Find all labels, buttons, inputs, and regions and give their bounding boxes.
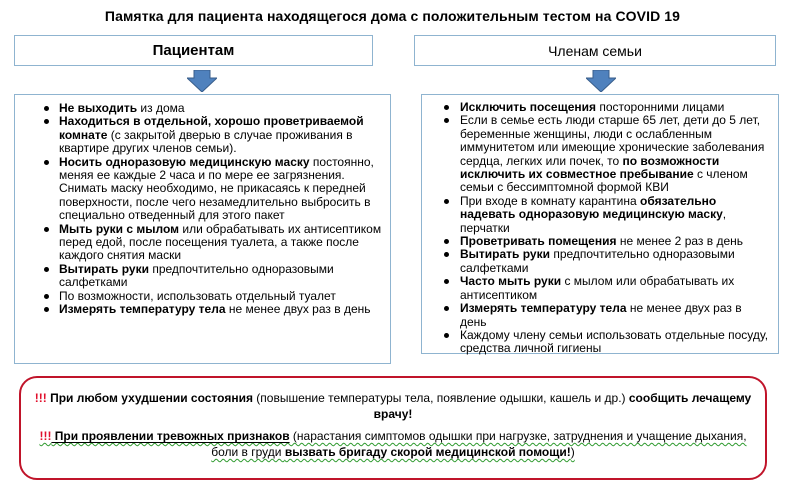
list-item	[430, 248, 770, 275]
item-text: Каждому члену семьи использовать отдельные посуду, средства личной гигиены	[460, 327, 769, 356]
family-panel	[421, 94, 779, 354]
item-text: или обрабатывать их антисептиком перед едой, после посещения туалета, а также после каждого снятия маски	[59, 221, 382, 263]
item-text: не менее 2 раз в день	[616, 234, 744, 249]
page-title: Памятка для пациента находящегося дома с положительным тестом на COVID 19	[104, 8, 681, 24]
item-text: При входе в комнату карантина	[460, 193, 641, 208]
list-item	[430, 302, 770, 329]
item-text: с членом семьи с бессимптомной формой КВИ	[460, 167, 748, 195]
patients-header: Пациентам	[14, 35, 373, 66]
item-text: (с закрытой дверью в случае проживания в квартире других членов семьи).	[59, 127, 353, 156]
list-item	[25, 303, 382, 316]
list-item	[430, 195, 770, 235]
list-item	[25, 156, 382, 223]
item-text: , перчатки	[460, 207, 727, 235]
item-emphasis: Измерять температуру тела	[460, 301, 627, 316]
item-text: По возможности, использовать отдельный туалет	[59, 288, 336, 303]
patients-list	[25, 102, 382, 317]
warning-2-action: вызвать бригаду скорой медицинской помощи!	[284, 445, 571, 459]
warning-2-condition: При проявлении тревожных признаков	[51, 429, 290, 443]
item-text: постоянно, меняя ее каждые 2 часа и по мере ее загрязнения. Снимать маску необходимо, не прикасаясь к передней поверхности, после чего незамедлительно выбросить в специально отведенный для этого пакет	[59, 154, 374, 223]
down-arrow-icon	[586, 70, 616, 92]
item-text: не менее двух раз в день	[225, 302, 371, 317]
item-emphasis: Находиться в отдельной, хорошо проветриваемой комнате	[59, 114, 364, 142]
list-item	[25, 290, 382, 303]
patients-panel	[14, 94, 391, 364]
item-text: предпочтительно одноразовыми салфетками	[59, 261, 334, 290]
warning-1-condition: При любом ухудшении состояния	[46, 391, 253, 405]
item-emphasis: Часто мыть руки	[460, 274, 562, 289]
list-item	[430, 101, 770, 114]
item-text: посторонними лицами	[596, 100, 725, 114]
item-text: из дома	[137, 101, 185, 115]
item-text: с мылом или обрабатывать их антисептиком	[460, 274, 735, 302]
list-item	[25, 102, 382, 115]
family-header: Членам семьи	[414, 35, 776, 66]
list-item	[430, 235, 770, 248]
item-text: предпочтительно одноразовыми салфетками	[460, 247, 735, 275]
warning-line-2	[33, 428, 753, 460]
item-emphasis: Мыть руки с мылом	[59, 221, 180, 236]
list-item	[25, 223, 382, 263]
item-emphasis: Не выходить	[59, 101, 138, 115]
exclamation-icon: !!!	[39, 429, 52, 443]
item-emphasis: Исключить посещения	[460, 100, 596, 114]
list-item	[25, 115, 382, 155]
item-emphasis: Носить одноразовую медицинскую маску	[59, 154, 310, 169]
item-emphasis: по возможности исключить их совместное пребывание	[460, 153, 720, 182]
down-arrow-icon	[187, 70, 217, 92]
item-emphasis: Измерять температуру тела	[59, 302, 226, 317]
exclamation-icon: !!!	[34, 391, 47, 405]
list-item	[430, 275, 770, 302]
warning-2-tail: )	[570, 445, 575, 459]
item-text: не менее двух раз в день	[460, 301, 742, 329]
list-item	[430, 114, 770, 194]
warning-line-1	[33, 390, 753, 422]
list-item	[25, 263, 382, 290]
item-emphasis: Вытирать руки	[460, 247, 550, 262]
warning-1-details: (повышение температуры тела, появление одышки, кашель и др.)	[252, 391, 629, 405]
list-item	[430, 329, 770, 356]
warning-1-action: сообщить лечащему врачу!	[373, 391, 752, 421]
family-list	[430, 101, 770, 356]
warning-2-details: (нарастания симптомов одышки при нагрузке, затруднения и учащение дыхания, боли в груди	[211, 429, 747, 459]
item-emphasis: Проветривать помещения	[460, 234, 617, 249]
item-emphasis: обязательно надевать одноразовую медицинскую маску	[460, 193, 723, 222]
item-emphasis: Вытирать руки	[59, 261, 149, 276]
item-text: Если в семье есть люди старше 65 лет, дети до 5 лет, беременные женщины, люди с ослабленным иммунитетом или имеющие хронические заболевания сердца, легких или почек, то	[460, 113, 765, 168]
warning-box	[19, 376, 767, 480]
